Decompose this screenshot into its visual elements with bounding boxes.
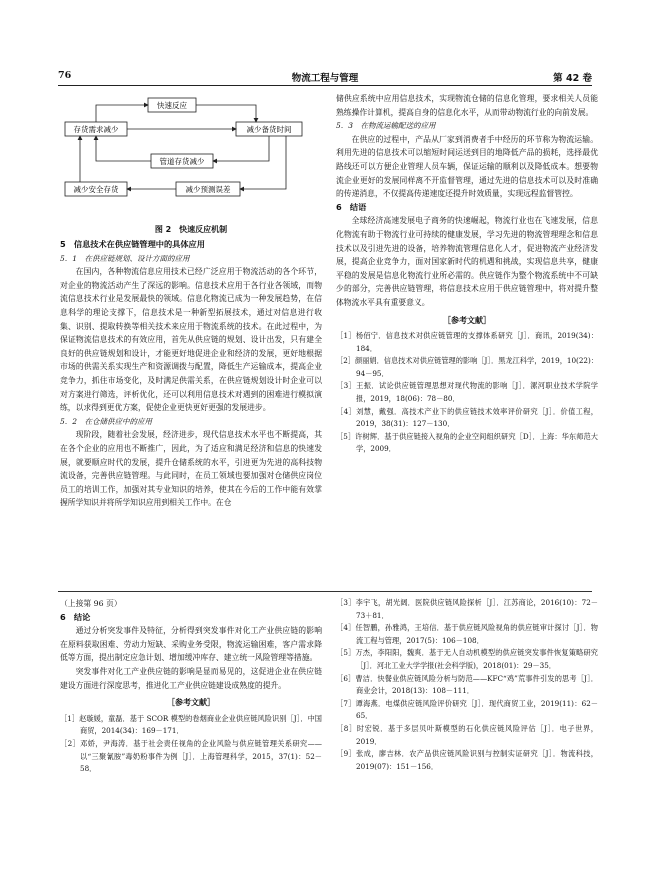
page-number: 76 <box>58 70 72 81</box>
node-cost-reduce: 管道存货减少 <box>159 157 205 166</box>
section-5-title: 5 信息技术在供应链管理中的具体应用 <box>60 239 205 249</box>
section-5-1-title: 5．1 在供应链规划、设计方面的应用 <box>60 253 190 263</box>
reference-item: ［1］赵璇媛，童磊．基于 SCOR 模型的卷烟商业企业供应链风险识别［J］．中国商贸，2014(34)：169－171． <box>60 713 322 736</box>
section-6-paragraph: 全球经济高速发展电子商务的快速崛起，物流行业也在飞速发展，信息化物流有助于物流行业可持续的健康发展，学习先进的物流管理理念和信息技术以及引进先进的设备，培养物流管理信息化人才，促进物流产业经济发展，提高企业竞争力，面对国家新时代的机遇和挑战，实现信息共享，健康平稳的发展是信息化物流行业所必需的。供应链作为整个物流系统中不可缺少的部分，完善供应链管理，将信息技术应用于供应链管理中，将对提升整体物流水平具有重要意义。 <box>336 216 598 307</box>
arrow-time-to-forecast <box>240 136 286 189</box>
node-inventory-reduce: 存货需求减少 <box>73 125 119 134</box>
reference-item: ［4］任智鹏，孙雅鸿，王培信．基于供应链风险视角的供应链审计探讨［J］．物流工程与管理，2017(5)：106－108． <box>336 623 598 645</box>
reference-item: ［3］王振．试论供应链管理思想对现代物流的影响［J］．漯河职业技术学院学报，2019，18(06)：78－80． <box>336 381 598 404</box>
arrow-cost-to-inv <box>96 136 151 161</box>
journal-title: 物流工程与管理 <box>291 73 359 84</box>
reference-item: ［7］谭海燕．电煤供应链风险评价研究［J］．现代商贸工业，2019(11)：62－65． <box>336 698 598 721</box>
reference-item: ［3］李宇飞，胡光阔．医院供应链风险探析［J］．江苏商论，2016(10)：72－73＋81． <box>336 598 598 620</box>
reference-item: ［2］邓娇，尹海涛．基于社会责任视角的企业风险与供应链管理关系研究——以“三聚氰胺”毒奶粉事件为例［J］．上海管理科学，2015，37(1)：52－58． <box>60 738 322 774</box>
conclusion-title: 6 结论 <box>60 611 91 622</box>
reference-item: ［4］刘慧，戴强．高技术产业下的供应链技术效率评价研究［J］．价值工程，2019，38(31)：127－130． <box>336 406 598 429</box>
arrow-time-to-cost <box>213 136 269 161</box>
continued-from-note: （上接第 96 页） <box>60 599 122 608</box>
quick-response-figure <box>60 92 322 222</box>
reference-item: ［5］万杰，李阳阳，魏爽．基于无人自动机模型的供应链突发事件恢复策略研究［J］．河北工业大学学报(社会科学版)，2018(01)：29－35． <box>336 648 598 670</box>
continued-paragraph: 储供应系统中应用信息技术，实现物流仓储的信息化管理，要求相关人员能熟练操作计算机，提高自身的信息化水平，从而带动物流行业的向前发展。 <box>336 94 598 117</box>
reference-item: ［9］张成，廖吉林．农产品供应链风险识别与控制实证研究［J］．物流科技，2019(07)：151－156． <box>336 749 598 771</box>
section-5-1-paragraph: 在国内，各种物流信息应用技术已经广泛应用于物流活动的各个环节，对企业的物流活动产生了深远的影响。信息技术应用于各行业各领域，而物流信息技术行业是发展最快的领域。信息化物流已成为一种发展趋势，在信息科学的理论支撑下，信息技术是一种新型拓展技术，通过对信息进行收集、识别、提取转换等相关技术来应用于物流系统的技术。在此过程中，为保证物流信息技术的有效应用，首先从供应链的规划、设计出发，只有建全良好的供应链规划和设计，才能更好地促进企业和经济的发展，更好地根据市场的供需关系实现生产和资源调拨与配置，降低生产运输成本，提高企业竞争力，抓住市场变化，及时满足供需关系，在供应链规划设计时企业可以对方案进行筛选，评析优化，还可以利用信息技术对遇到的困难进行模拟演练，以求得到更优方案，促使企业更快更好更强的发展进步。 <box>60 267 322 413</box>
bottom-left-column <box>60 597 322 776</box>
article-divider <box>58 591 592 592</box>
conclusion-paragraph-2: 突发事件对化工产业供应链的影响是显而易见的，这促进企业在供应链建设方面进行深度思考，推进化工产业供应链建设成熟度的提升。 <box>60 666 322 690</box>
node-delivery-time: 减少备货时间 <box>246 125 292 134</box>
reference-item: ［2］颜丽娟．信息技术对供应链管理的影响［J］．黑龙江科学，2019，10(22)：94－95． <box>336 356 598 378</box>
header-rule <box>58 85 592 86</box>
arrow-inv-to-qr <box>96 105 148 122</box>
bottom-right-column <box>336 597 598 773</box>
node-forecast-error: 减少预测误差 <box>185 185 231 194</box>
section-5-3-paragraph: 在供应的过程中，产品从厂家到消费者手中经历的环节称为物流运输。利用先进的信息技术可以缩短时间运送到目的地降低产品的损耗，选择最优路线还可以方便企业管理人员车辆，保证运输的顺利以及降低成本。想要物流企业更好的发展同样离不开监督管理，通过先进的信息技术可以及时准确的传递消息，不仅提高传递速度还提升时效质量，实现远程监督管控。 <box>336 134 598 199</box>
node-quick-response: 快速反应 <box>157 101 187 110</box>
section-5-3-title: 5．3 在物流运输配送的应用 <box>336 121 436 131</box>
reference-item: ［6］曹洁．快餐业供应链风险分析与防范——KFC“鸡”荒事件引发的思考［J］．商业会计，2018(13)：108－111． <box>336 673 598 696</box>
section-5-2-paragraph: 现阶段，随着社会发展，经济进步，现代信息技术水平也不断提高，其在各个企业的应用也不断推广，因此，为了适应和满足经济和信息的快速发展，就要顺应时代的发展，提升仓储系统的水平，引进更为先进的高科技物流设备，完善供应链管理。与此同时，在员工领域也要加强对仓储供应岗位员工的培训工作，加强对其专业知识的培养，使其在今后的工作中能有效掌握所学知识并将所学知识应用到相关工作中。在仓 <box>60 430 322 508</box>
section-6-title: 6 结语 <box>336 201 367 212</box>
figure-diagram <box>60 92 322 222</box>
figure-caption: 图 2 快速反应机制 <box>154 225 228 234</box>
node-safety-stock: 减少安全存货 <box>73 185 119 194</box>
section-5-2-title: 5．2 在仓储供应中的应用 <box>60 416 153 426</box>
reference-item: ［8］时宏锐．基于多层贝叶斯模型的石化供应链风险评估［J］．电子世界，2019． <box>336 723 598 746</box>
references-title: ［参考文献］ <box>443 315 491 325</box>
volume-label: 第 42 卷 <box>553 73 592 84</box>
left-column <box>60 238 322 510</box>
right-column <box>336 92 598 456</box>
reference-item: ［1］杨佰宁．信息技术对供应链管理的支撑体系研究［J］．商讯，2019(34)：184． <box>336 331 598 353</box>
reference-item: ［5］许树辉．基于供应链接入视角的企业空间组织研究［D］．上海：华东师范大学，2009． <box>336 431 598 454</box>
references-title-2: ［参考文献］ <box>167 698 215 708</box>
arrow-qr-to-time <box>196 105 256 122</box>
conclusion-paragraph-1: 通过分析突发事件及特征，分析得到突发事件对化工产业供应链的影响在原料获取困难、劳动力短缺、采购业务受限，物流运输困难，客户需求降低等方面，提出制定应急计划、增加缓冲库存、建立统一风险管理等措施。 <box>60 626 322 663</box>
page-header <box>58 70 592 84</box>
